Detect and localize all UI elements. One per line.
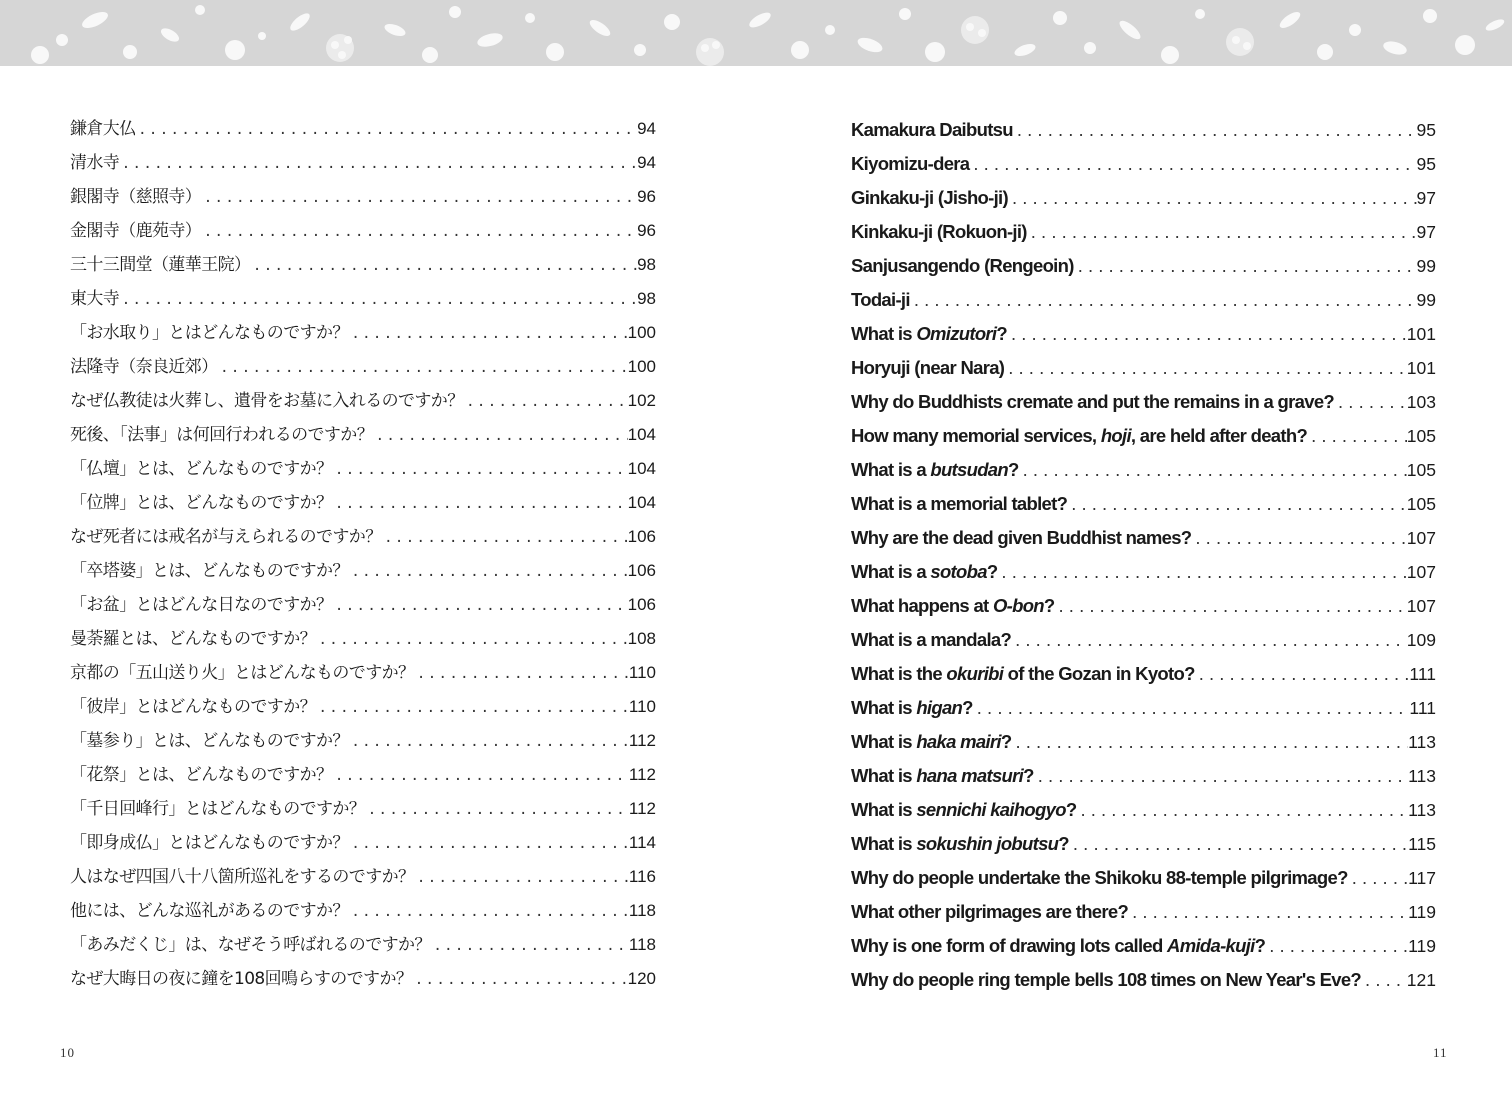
dot-leader <box>1004 351 1407 385</box>
toc-entry-en[interactable] <box>851 487 1436 521</box>
entry-title-text: What is <box>851 323 917 344</box>
entry-page-number: 107 <box>1406 528 1436 548</box>
entry-title <box>851 827 1069 861</box>
dot-leader <box>1019 453 1407 487</box>
entry-title-text: 「墓参り」とは、どんなものですか？ <box>70 731 349 751</box>
toc-entry-ja[interactable] <box>70 350 656 384</box>
entry-title-text: 人はなぜ四国八十八箇所巡礼をするのですか？ <box>70 867 415 887</box>
dot-leader <box>414 860 628 894</box>
entry-title-italic: Amida-kuji <box>1167 935 1255 956</box>
entry-page-number: 104 <box>627 425 656 444</box>
entry-title-italic: butsudan <box>930 459 1009 480</box>
entry-title-text: 三十三間堂（蓮華王院） <box>70 255 251 275</box>
entry-page-number: 106 <box>627 527 656 546</box>
toc-entry-en[interactable] <box>851 929 1436 963</box>
entry-title <box>851 725 1011 759</box>
entry-title <box>70 248 250 282</box>
entry-title-text: 「仏壇」とは、どんなものですか？ <box>70 459 333 479</box>
dot-leader <box>349 316 628 350</box>
dot-leader <box>316 690 629 724</box>
toc-entry-ja[interactable] <box>70 792 656 826</box>
toc-entry-ja[interactable] <box>70 418 656 452</box>
dot-leader <box>1055 589 1407 623</box>
entry-title-text: 銀閣寺（慈照寺） <box>70 187 202 207</box>
entry-title <box>851 419 1307 453</box>
entry-page-number: 99 <box>1416 256 1436 276</box>
toc-entry-en[interactable] <box>851 657 1436 691</box>
entry-title-text: What is a memorial tablet? <box>851 493 1068 514</box>
entry-title <box>70 418 373 452</box>
toc-entry-en[interactable] <box>851 453 1436 487</box>
entry-page-number: 94 <box>637 153 656 172</box>
entry-title <box>851 147 969 181</box>
entry-page-number: 117 <box>1408 868 1436 888</box>
toc-entry-en[interactable] <box>851 623 1436 657</box>
toc-entry-ja[interactable] <box>70 656 656 690</box>
toc-entry-en[interactable] <box>851 283 1436 317</box>
entry-page-number: 100 <box>627 323 656 342</box>
entry-title-text: 東大寺 <box>70 289 120 309</box>
entry-page-number: 107 <box>1406 596 1436 616</box>
toc-entry-en[interactable] <box>851 555 1436 589</box>
entry-page-number: 112 <box>628 799 656 818</box>
toc-entry-ja[interactable] <box>70 928 656 962</box>
entry-title-italic: okuribi <box>946 663 1004 684</box>
toc-entry-ja[interactable] <box>70 894 656 928</box>
dot-leader <box>910 283 1417 317</box>
entry-page-number: 98 <box>637 289 656 308</box>
dot-leader <box>373 418 628 452</box>
entry-title <box>851 317 1007 351</box>
entry-title <box>70 792 365 826</box>
toc-entry-ja[interactable] <box>70 316 656 350</box>
entry-title-text: 「花祭」とは、どんなものですか？ <box>70 765 333 785</box>
entry-page-number: 116 <box>628 867 656 886</box>
entry-title <box>851 113 1013 147</box>
entry-title-suffix: ? <box>986 561 998 582</box>
entry-title-text: 「即身成仏」とはどんなものですか？ <box>70 833 349 853</box>
entry-title <box>70 146 119 180</box>
page-number-left: 10 <box>60 1045 75 1060</box>
entry-page-number: 101 <box>1406 324 1436 344</box>
dot-leader <box>1074 249 1417 283</box>
entry-title <box>851 521 1191 555</box>
toc-entry-en[interactable] <box>851 317 1436 351</box>
dot-leader <box>997 555 1406 589</box>
entry-page-number: 111 <box>1409 664 1436 684</box>
dot-leader <box>1191 521 1406 555</box>
entry-title-text: What is <box>851 833 917 854</box>
entry-page-number: 95 <box>1416 120 1436 140</box>
dot-leader <box>1128 895 1408 929</box>
entry-title <box>851 861 1348 895</box>
entry-title-text: なぜ仏教徒は火葬し、遺骨をお墓に入れるのですか？ <box>70 391 464 411</box>
entry-title <box>70 928 431 962</box>
dot-leader <box>464 384 628 418</box>
entry-page-number: 111 <box>1409 698 1436 718</box>
toc-entry-en[interactable] <box>851 895 1436 929</box>
entry-title-italic: sotoba <box>930 561 987 582</box>
toc-entry-ja[interactable] <box>70 588 656 622</box>
entry-title <box>851 793 1076 827</box>
entry-title <box>70 350 218 384</box>
dot-leader <box>1069 827 1408 861</box>
toc-entry-en[interactable] <box>851 827 1436 861</box>
dot-leader <box>1008 181 1417 215</box>
dot-leader <box>349 894 629 928</box>
toc-entry-ja[interactable] <box>70 724 656 758</box>
entry-title-italic: sokushin jobutsu <box>916 833 1059 854</box>
entry-title-italic: hana matsuri <box>916 765 1024 786</box>
entry-title-suffix: , are held after death? <box>1130 425 1308 446</box>
entry-page-number: 104 <box>627 493 656 512</box>
dot-leader <box>136 112 637 146</box>
entry-title-text: 金閣寺（鹿苑寺） <box>70 221 202 241</box>
dot-leader <box>1034 759 1408 793</box>
toc-entry-ja[interactable] <box>70 248 656 282</box>
entry-title <box>70 316 349 350</box>
toc-entry-en[interactable] <box>851 113 1436 147</box>
entry-title-italic: sennichi kaihogyo <box>916 799 1066 820</box>
entry-title-text: What other pilgrimages are there? <box>851 901 1129 922</box>
entry-title <box>70 214 201 248</box>
entry-title-italic: Omizutori <box>916 323 997 344</box>
dot-leader <box>1334 385 1407 419</box>
toc-entry-en[interactable] <box>851 215 1436 249</box>
entry-title <box>851 283 910 317</box>
toc-entry-en[interactable] <box>851 249 1436 283</box>
entry-page-number: 95 <box>1416 154 1436 174</box>
toc-entry-en[interactable] <box>851 725 1436 759</box>
entry-title <box>851 487 1067 521</box>
entry-page-number: 94 <box>637 119 656 138</box>
entry-title-text: What is <box>851 765 917 786</box>
dot-leader <box>332 758 628 792</box>
entry-title <box>851 351 1004 385</box>
entry-page-number: 110 <box>628 663 656 682</box>
toc-entry-en[interactable] <box>851 793 1436 827</box>
entry-page-number: 99 <box>1416 290 1436 310</box>
entry-page-number: 114 <box>628 833 656 852</box>
entry-title-text: What is a mandala? <box>851 629 1012 650</box>
dot-leader <box>365 792 629 826</box>
entry-title-text: 「千日回峰行」とはどんなものですか？ <box>70 799 366 819</box>
entry-page-number: 113 <box>1408 800 1436 820</box>
entry-title-text: 清水寺 <box>70 153 120 173</box>
entry-page-number: 112 <box>628 731 656 750</box>
dot-leader <box>1076 793 1408 827</box>
entry-title-text: 死後、「法事」は何回行われるのですか？ <box>70 425 374 445</box>
entry-title <box>70 486 332 520</box>
entry-title <box>70 690 316 724</box>
entry-page-number: 106 <box>627 561 656 580</box>
entry-page-number: 119 <box>1408 902 1436 922</box>
dot-leader <box>1007 317 1407 351</box>
entry-title-text: What is <box>851 731 917 752</box>
toc-entry-ja[interactable] <box>70 554 656 588</box>
dot-leader <box>1265 929 1408 963</box>
entry-title <box>851 657 1195 691</box>
entry-title-text: 「卒塔婆」とは、どんなものですか？ <box>70 561 349 581</box>
toc-entry-en[interactable] <box>851 419 1436 453</box>
entry-title-suffix: ? <box>1023 765 1034 786</box>
entry-page-number: 121 <box>1406 970 1436 990</box>
toc-entry-en[interactable] <box>851 181 1436 215</box>
entry-title-suffix: ? <box>1043 595 1055 616</box>
dot-leader <box>201 214 637 248</box>
toc-entry-ja[interactable] <box>70 826 656 860</box>
toc-entry-ja[interactable] <box>70 758 656 792</box>
toc-entry-en[interactable] <box>851 351 1436 385</box>
toc-entry-en[interactable] <box>851 691 1436 725</box>
floral-pattern-icon <box>0 0 1512 66</box>
entry-title <box>70 962 412 996</box>
entry-title-text: What is the <box>851 663 947 684</box>
entry-title <box>70 656 414 690</box>
entry-title-suffix: of the Gozan in Kyoto? <box>1003 663 1195 684</box>
toc-entry-en[interactable] <box>851 147 1436 181</box>
entry-title-text: Sanjusangendo (Rengeoin) <box>851 255 1074 276</box>
toc-entry-ja[interactable] <box>70 282 656 316</box>
entry-title-text: 京都の「五山送り火」とはどんなものですか？ <box>70 663 415 683</box>
entry-title-text: Why do people ring temple bells 108 times on New Year's Eve? <box>851 969 1362 990</box>
entry-title-suffix: ? <box>1254 935 1266 956</box>
dot-leader <box>250 248 637 282</box>
dot-leader <box>349 724 629 758</box>
entry-title <box>851 759 1034 793</box>
entry-title-suffix: ? <box>996 323 1007 344</box>
entry-title-text: What is <box>851 799 917 820</box>
entry-title <box>70 282 119 316</box>
toc-entry-en[interactable] <box>851 521 1436 555</box>
entry-title-text: 「お盆」とはどんな日なのですか？ <box>70 595 333 615</box>
dot-leader <box>201 180 637 214</box>
toc-entry-ja[interactable] <box>70 690 656 724</box>
entry-page-number: 105 <box>1406 426 1436 446</box>
decorative-header-banner <box>0 0 1512 66</box>
entry-title-text: 法隆寺（奈良近郊） <box>70 357 218 377</box>
entry-title-suffix: ? <box>1065 799 1077 820</box>
toc-entry-ja[interactable] <box>70 486 656 520</box>
toc-entry-en[interactable] <box>851 759 1436 793</box>
entry-title-text: Why are the dead given Buddhist names? <box>851 527 1192 548</box>
entry-page-number: 115 <box>1408 834 1436 854</box>
entry-title-text: Kiyomizu-dera <box>851 153 970 174</box>
entry-title <box>70 384 464 418</box>
entry-title-text: Ginkaku-ji (Jisho-ji) <box>851 187 1008 208</box>
entry-page-number: 100 <box>627 357 656 376</box>
entry-page-number: 118 <box>628 901 656 920</box>
entry-title-suffix: ? <box>1058 833 1069 854</box>
entry-title-italic: hoji <box>1100 425 1131 446</box>
toc-entry-ja[interactable] <box>70 384 656 418</box>
entry-title-text: 他には、どんな巡礼があるのですか？ <box>70 901 349 921</box>
dot-leader <box>332 486 627 520</box>
entry-page-number: 113 <box>1408 732 1436 752</box>
entry-page-number: 110 <box>628 697 656 716</box>
toc-entry-ja[interactable] <box>70 520 656 554</box>
entry-title-text: Kinkaku-ji (Rokuon-ji) <box>851 221 1027 242</box>
entry-page-number: 97 <box>1416 222 1436 242</box>
entry-title <box>851 181 1008 215</box>
dot-leader <box>316 622 628 656</box>
entry-title <box>851 555 997 589</box>
dot-leader <box>349 554 628 588</box>
japanese-table-of-contents <box>70 112 656 996</box>
dot-leader <box>1027 215 1417 249</box>
toc-entry-en[interactable] <box>851 589 1436 623</box>
toc-entry-ja[interactable] <box>70 860 656 894</box>
entry-page-number: 105 <box>1406 494 1436 514</box>
entry-title-text: 「位牌」とは、どんなものですか？ <box>70 493 333 513</box>
entry-title-italic: O-bon <box>992 595 1044 616</box>
entry-title <box>70 622 316 656</box>
entry-title-text: Why do Buddhists cremate and put the remains in a grave? <box>851 391 1335 412</box>
entry-title-suffix: ? <box>1008 459 1019 480</box>
entry-title <box>851 929 1265 963</box>
entry-title-text: なぜ大晦日の夜に鐘を108回鳴らすのですか？ <box>70 969 413 989</box>
entry-title <box>70 180 201 214</box>
entry-title-text: Why do people undertake the Shikoku 88-temple pilgrimage? <box>851 867 1348 888</box>
dot-leader <box>382 520 628 554</box>
entry-page-number: 112 <box>628 765 656 784</box>
toc-entry-ja[interactable] <box>70 214 656 248</box>
entry-page-number: 120 <box>627 969 656 988</box>
entry-title-text: Why is one form of drawing lots called <box>851 935 1168 956</box>
entry-title-text: What happens at <box>851 595 993 616</box>
entry-title-text: 鎌倉大仏 <box>70 119 136 139</box>
toc-entry-en[interactable] <box>851 963 1436 997</box>
entry-title-suffix: ? <box>962 697 973 718</box>
entry-page-number: 102 <box>627 391 656 410</box>
entry-title-italic: haka mairi <box>916 731 1001 752</box>
toc-entry-ja[interactable] <box>70 180 656 214</box>
entry-page-number: 96 <box>637 221 656 240</box>
entry-title <box>70 452 332 486</box>
entry-title-text: Kamakura Daibutsu <box>851 119 1013 140</box>
entry-page-number: 118 <box>628 935 656 954</box>
dot-leader <box>349 826 629 860</box>
english-table-of-contents <box>851 113 1436 997</box>
dot-leader <box>1361 963 1407 997</box>
entry-title-text: What is a <box>851 561 931 582</box>
entry-title <box>70 520 382 554</box>
entry-title <box>851 453 1019 487</box>
dot-leader <box>969 147 1416 181</box>
dot-leader <box>332 452 627 486</box>
dot-leader <box>1011 725 1408 759</box>
dot-leader <box>1011 623 1407 657</box>
entry-title <box>851 385 1334 419</box>
dot-leader <box>218 350 628 384</box>
entry-title-text: 「彼岸」とはどんなものですか？ <box>70 697 316 717</box>
entry-page-number: 106 <box>627 595 656 614</box>
entry-title <box>851 589 1055 623</box>
entry-title <box>851 691 973 725</box>
toc-entry-ja[interactable] <box>70 112 656 146</box>
entry-title <box>851 249 1074 283</box>
dot-leader <box>1195 657 1410 691</box>
entry-title-text: What is a <box>851 459 931 480</box>
entry-page-number: 104 <box>627 459 656 478</box>
toc-entry-ja[interactable] <box>70 962 656 996</box>
entry-title <box>70 724 349 758</box>
entry-page-number: 98 <box>637 255 656 274</box>
page-number-right: 11 <box>1433 1045 1448 1060</box>
entry-title-text: 「お水取り」とはどんなものですか？ <box>70 323 349 343</box>
entry-title-text: 「あみだくじ」は、なぜそう呼ばれるのですか？ <box>70 935 431 955</box>
dot-leader <box>412 962 627 996</box>
toc-entry-ja[interactable] <box>70 622 656 656</box>
entry-title <box>70 758 332 792</box>
entry-title <box>851 623 1011 657</box>
toc-entry-en[interactable] <box>851 861 1436 895</box>
toc-entry-ja[interactable] <box>70 452 656 486</box>
dot-leader <box>1348 861 1408 895</box>
dot-leader <box>1067 487 1407 521</box>
entry-page-number: 103 <box>1406 392 1436 412</box>
dot-leader <box>973 691 1410 725</box>
entry-title-text: 曼荼羅とは、どんなものですか？ <box>70 629 316 649</box>
entry-page-number: 101 <box>1406 358 1436 378</box>
dot-leader <box>332 588 627 622</box>
entry-title <box>70 860 414 894</box>
entry-page-number: 105 <box>1406 460 1436 480</box>
entry-title-text: なぜ死者には戒名が与えられるのですか？ <box>70 527 382 547</box>
entry-page-number: 119 <box>1408 936 1436 956</box>
entry-page-number: 109 <box>1406 630 1436 650</box>
entry-title-text: What is <box>851 697 917 718</box>
dot-leader <box>431 928 629 962</box>
entry-title <box>851 963 1361 997</box>
entry-title-suffix: ? <box>1000 731 1012 752</box>
entry-title <box>70 112 136 146</box>
toc-entry-en[interactable] <box>851 385 1436 419</box>
dot-leader <box>1013 113 1417 147</box>
entry-title-text: Horyuji (near Nara) <box>851 357 1005 378</box>
entry-title-italic: higan <box>916 697 963 718</box>
entry-title <box>70 588 332 622</box>
dot-leader <box>119 282 637 316</box>
dot-leader <box>1307 419 1407 453</box>
dot-leader <box>414 656 628 690</box>
entry-title <box>70 894 349 928</box>
toc-entry-ja[interactable] <box>70 146 656 180</box>
entry-page-number: 113 <box>1408 766 1436 786</box>
entry-title <box>851 895 1128 929</box>
entry-title <box>70 554 349 588</box>
entry-page-number: 107 <box>1406 562 1436 582</box>
entry-page-number: 97 <box>1416 188 1436 208</box>
entry-title-text: How many memorial services, <box>851 425 1101 446</box>
entry-page-number: 96 <box>637 187 656 206</box>
entry-title-text: Todai-ji <box>851 289 910 310</box>
entry-title <box>70 826 349 860</box>
entry-page-number: 108 <box>627 629 656 648</box>
entry-title <box>851 215 1027 249</box>
dot-leader <box>119 146 637 180</box>
